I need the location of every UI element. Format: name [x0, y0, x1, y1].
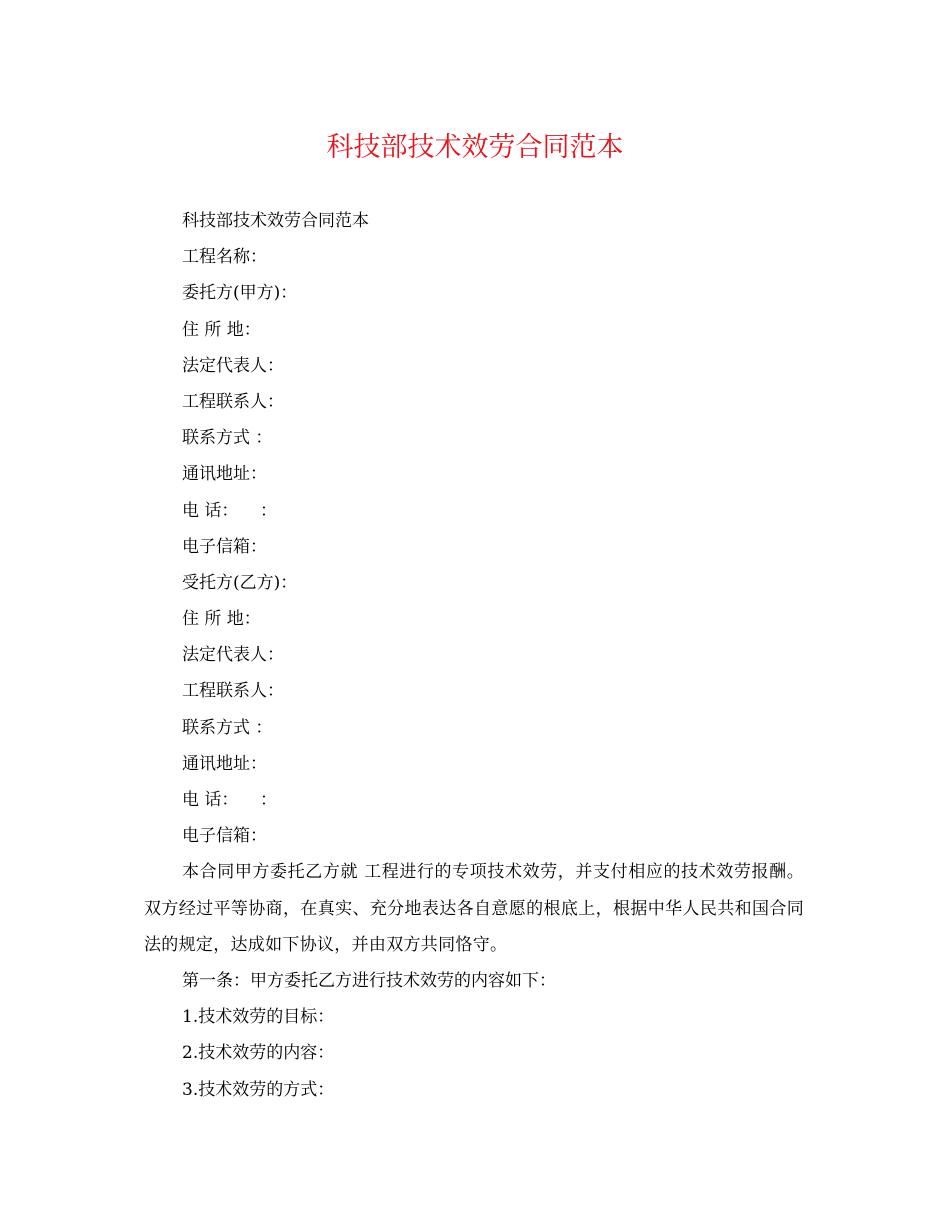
- document-title: 科技部技术效劳合同范本: [326, 132, 624, 163]
- document-body: [144, 203, 804, 1108]
- field-party-a-mail-address: 通讯地址：: [182, 464, 267, 485]
- field-party-a-contact: 工程联系人：: [182, 391, 284, 412]
- field-party-a-legal-rep: 法定代表人：: [182, 355, 284, 376]
- article-1-item-3: 3.技术效劳的方式：: [182, 1079, 335, 1100]
- field-party-b-email: 电子信箱：: [182, 826, 267, 847]
- field-party-a: 委托方(甲方)：: [182, 283, 298, 304]
- field-party-b-legal-rep: 法定代表人：: [182, 645, 284, 666]
- article-1-heading: 第一条：甲方委托乙方进行技术效劳的内容如下：: [182, 970, 556, 991]
- field-party-b-mail-address: 通讯地址：: [182, 753, 267, 774]
- field-party-b: 受托方(乙方)：: [182, 572, 298, 593]
- article-1-item-1: 1.技术效劳的目标：: [182, 1007, 335, 1028]
- field-party-b-contact-method: 联系方式 ：: [182, 717, 273, 738]
- field-party-b-contact: 工程联系人：: [182, 681, 284, 702]
- field-party-a-contact-method: 联系方式 ：: [182, 428, 273, 449]
- field-party-a-phone: 电 话： ：: [182, 500, 278, 521]
- article-1-item-2: 2.技术效劳的内容：: [182, 1043, 335, 1064]
- field-party-a-address: 住 所 地：: [182, 319, 261, 340]
- body-line-header: 科技部技术效劳合同范本: [182, 211, 369, 231]
- field-party-b-address: 住 所 地：: [182, 609, 261, 630]
- field-party-b-phone: 电 话： ：: [182, 790, 278, 810]
- field-project-name: 工程名称：: [182, 247, 267, 268]
- field-party-a-email: 电子信箱：: [182, 536, 267, 557]
- contract-intro-paragraph: 本合同甲方委托乙方就 工程进行的专项技术效劳，并支付相应的技术效劳报酬。双方经过平等协商，在真实、充分地表达各自意愿的根底上，根据中华人民共和国合同法的规定，达成如下协议，并由双方共同恪守。: [144, 862, 804, 955]
